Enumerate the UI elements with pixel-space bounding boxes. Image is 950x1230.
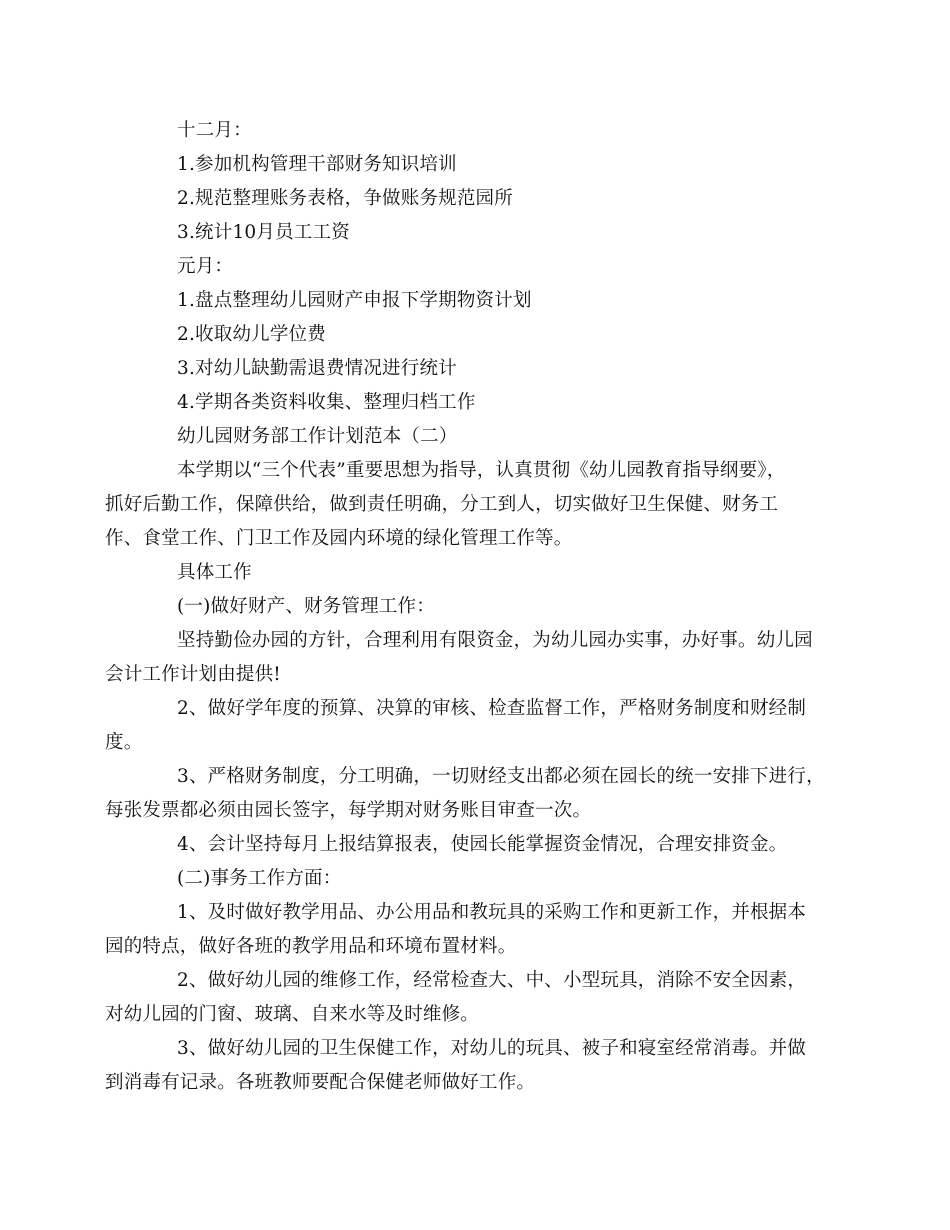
finance-p3-line-1: 3、严格财务制度，分工明确，一切财经支出都必须在园长的统一安排下进行， bbox=[177, 766, 825, 787]
finance-paragraph-4: 4、会计坚持每月上报结算报表，使园长能掌握资金情况，合理安排资金。 bbox=[177, 834, 788, 855]
intro-paragraph bbox=[105, 454, 831, 556]
affairs-p2-line-1: 2、做好幼儿园的维修工作，经常检查大、中、小型玩具，消除不安全因素， bbox=[177, 970, 807, 991]
affairs-p1-line-2: 园的特点，做好各班的教学用品和环境布置材料。 bbox=[105, 936, 517, 957]
affairs-paragraph-1 bbox=[105, 896, 831, 964]
heading-specific-work: 具体工作 bbox=[177, 562, 252, 583]
finance-paragraph-2 bbox=[105, 692, 831, 760]
intro-line-3: 作、食堂工作、门卫工作及园内环境的绿化管理工作等。 bbox=[105, 528, 573, 549]
january-item-3: 3.对幼儿缺勤需退费情况进行统计 bbox=[177, 358, 457, 379]
affairs-p1-line-1: 1、及时做好教学用品、办公用品和教玩具的采购工作和更新工作，并根据本 bbox=[177, 902, 807, 923]
finance-paragraph-3 bbox=[105, 760, 831, 828]
finance-p2-line-2: 度。 bbox=[105, 732, 143, 753]
section-title: 幼儿园财务部工作计划范本（二） bbox=[177, 426, 458, 447]
finance-p1-line-2: 会计工作计划由提供! bbox=[105, 664, 281, 685]
finance-p3-line-2: 每张发票都必须由园长签字，每学期对财务账目审查一次。 bbox=[105, 800, 592, 821]
affairs-paragraph-3 bbox=[105, 1032, 831, 1100]
affairs-p2-line-2: 对幼儿园的门窗、玻璃、自来水等及时维修。 bbox=[105, 1004, 480, 1025]
month-heading-january: 元月： bbox=[177, 256, 234, 277]
heading-affairs-work: (二)事务工作方面： bbox=[177, 868, 342, 889]
december-item-3: 3.统计10月员工工资 bbox=[177, 222, 350, 243]
affairs-p3-line-2: 到消毒有记录。各班教师要配合保健老师做好工作。 bbox=[105, 1072, 536, 1093]
finance-paragraph-1 bbox=[105, 624, 831, 692]
intro-line-2: 抓好后勤工作，保障供给，做到责任明确，分工到人，切实做好卫生保健、财务工 bbox=[105, 494, 779, 515]
december-item-1: 1.参加机构管理干部财务知识培训 bbox=[177, 154, 457, 175]
december-item-2: 2.规范整理账务表格，争做账务规范园所 bbox=[177, 188, 513, 209]
finance-p1-line-1: 坚持勤俭办园的方针，合理利用有限资金，为幼儿园办实事，办好事。幼儿园 bbox=[177, 630, 813, 651]
affairs-paragraph-2 bbox=[105, 964, 831, 1032]
intro-line-1: 本学期以“三个代表”重要思想为指导，认真贯彻《幼儿园教育指导纲要》， bbox=[177, 460, 786, 481]
january-item-2: 2.收取幼儿学位费 bbox=[177, 324, 326, 345]
january-item-4: 4.学期各类资料收集、整理归档工作 bbox=[177, 392, 476, 413]
affairs-p3-line-1: 3、做好幼儿园的卫生保健工作，对幼儿的玩具、被子和寝室经常消毒。并做 bbox=[177, 1038, 807, 1059]
finance-p2-line-1: 2、做好学年度的预算、决算的审核、检查监督工作，严格财务制度和财经制 bbox=[177, 698, 807, 719]
heading-finance-management: (一)做好财产、财务管理工作： bbox=[177, 596, 435, 617]
document-body bbox=[105, 114, 831, 1100]
january-item-1: 1.盘点整理幼儿园财产申报下学期物资计划 bbox=[177, 290, 532, 311]
month-heading-december: 十二月： bbox=[177, 120, 252, 141]
